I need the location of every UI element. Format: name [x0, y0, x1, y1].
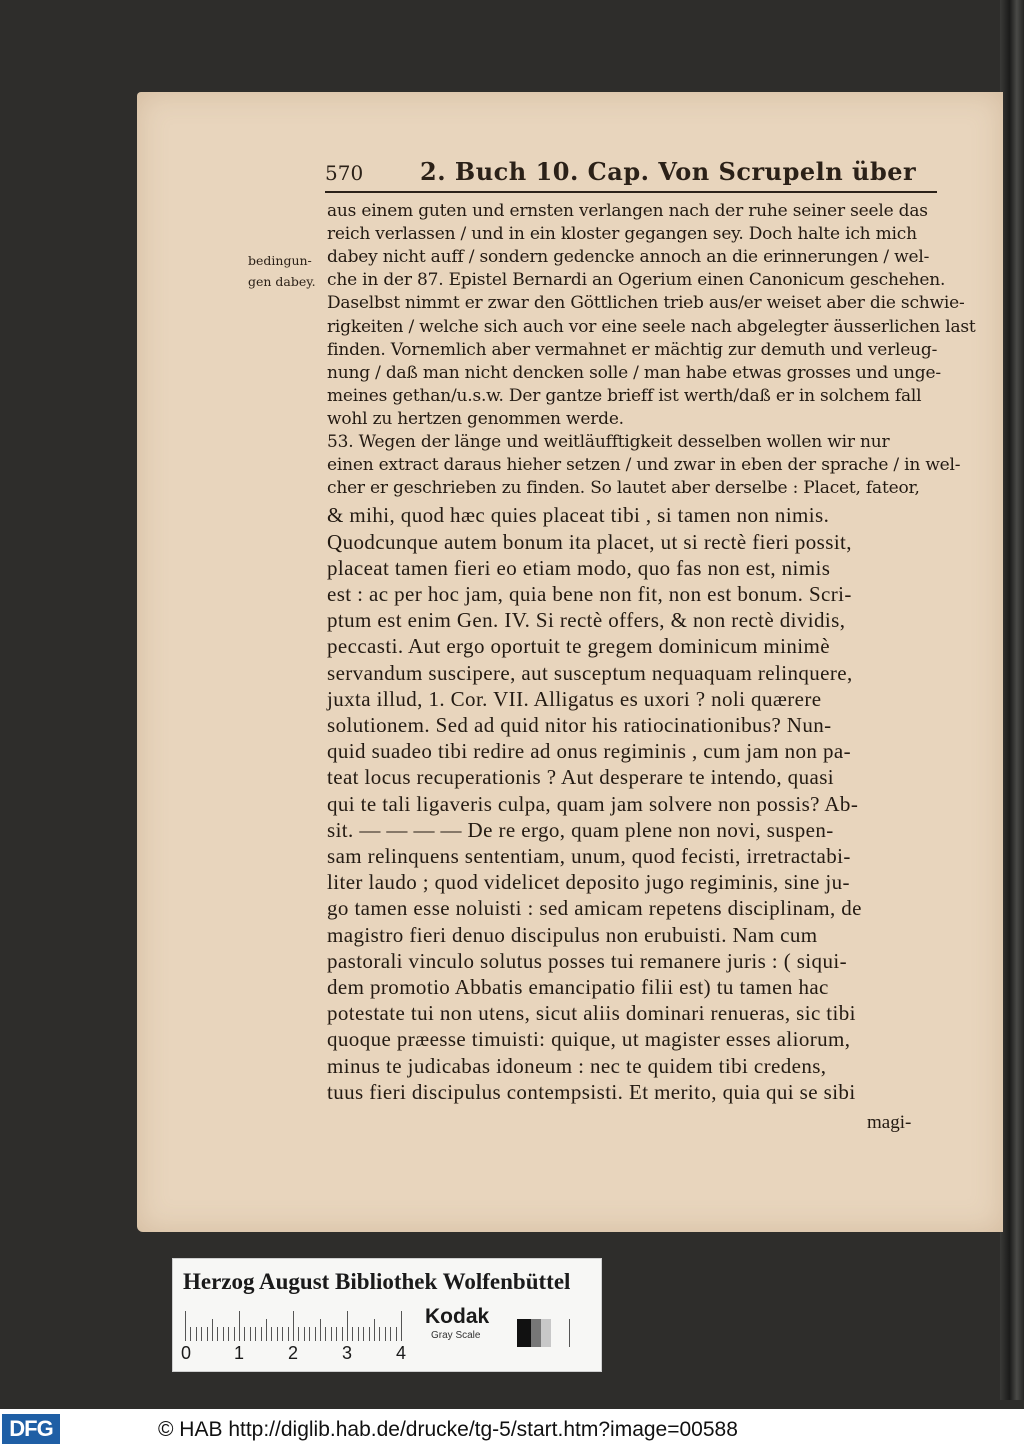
text-line: go tamen esse noluisti : sed amicam repetens disciplinam, de: [327, 896, 862, 921]
ruler-tick: [223, 1327, 224, 1341]
text-line: cher er geschrieben zu finden. So lautet aber derselbe : Placet, fateor,: [327, 478, 920, 499]
copyright-url[interactable]: © HAB http://diglib.hab.de/drucke/tg-5/start.htm?image=00588: [158, 1418, 738, 1441]
ruler-tick: [261, 1327, 262, 1341]
library-label: [172, 1258, 602, 1372]
ruler-tick: [369, 1327, 370, 1341]
ruler-tick: [271, 1327, 272, 1341]
catchword: magi-: [867, 1112, 912, 1133]
text-line: liter laudo ; quod videlicet deposito jugo regiminis, sine ju-: [327, 870, 850, 895]
ruler-tick: [304, 1327, 305, 1341]
text-line: servandum suscipere, aut susceptum nequaquam relinquere,: [327, 660, 853, 685]
text-line: rigkeiten / welche sich auch vor eine seele nach abgelegter äusserlichen last: [327, 316, 976, 337]
ruler-tick: [212, 1319, 213, 1341]
ruler-tick: [347, 1311, 348, 1341]
ruler-tick: [288, 1327, 289, 1341]
margin-note: gen dabey.: [248, 274, 316, 289]
text-line: & mihi, quod hæc quies placeat tibi , si tamen non nimis.: [327, 503, 830, 528]
ruler-tick: [396, 1327, 397, 1341]
text-line: dem promotio Abbatis emancipatio filii est) tu tamen hac: [327, 974, 829, 999]
gray-swatch: [569, 1319, 570, 1347]
ruler-number: 1: [234, 1343, 245, 1363]
text-line: sam relinquens sententiam, unum, quod fecisti, irretractabi-: [327, 843, 851, 868]
ruler-tick: [207, 1327, 208, 1341]
text-line: sit. — — — — De re ergo, quam plene non novi, suspen-: [327, 817, 834, 842]
header-rule: [325, 191, 937, 193]
running-head: [325, 155, 937, 191]
scanner-edge: [1000, 0, 1024, 1400]
text-line: magistro fieri denuo discipulus non erubuisti. Nam cum: [327, 922, 818, 947]
ruler-tick: [234, 1327, 235, 1341]
text-line: ptum est enim Gen. IV. Si rectè offers, & non rectè dividis,: [327, 608, 846, 633]
text-line: Quodcunque autem bonum ita placet, ut si rectè fieri possit,: [327, 529, 852, 554]
ruler-tick: [282, 1327, 283, 1341]
ruler-tick: [255, 1327, 256, 1341]
text-line: est : ac per hoc jam, quia bene non fit, non est bonum. Scri-: [327, 581, 852, 606]
text-line: juxta illud, 1. Cor. VII. Alligatus es uxori ? noli quærere: [327, 686, 822, 711]
ruler-tick: [266, 1319, 267, 1341]
ruler-tick: [315, 1327, 316, 1341]
ruler-tick: [374, 1319, 375, 1341]
ruler-tick: [239, 1311, 240, 1341]
ruler-number: 3: [342, 1343, 353, 1363]
ruler-tick: [320, 1319, 321, 1341]
text-line: reich verlassen / und in ein kloster gegangen sey. Doch halte ich mich: [327, 224, 917, 245]
ruler-tick: [352, 1327, 353, 1341]
running-title: 2. Buch 10. Cap. Von Scrupeln über: [420, 157, 917, 186]
text-line: placeat tamen fieri eo etiam modo, quo fas non est, nimis: [327, 555, 831, 580]
ruler-tick: [358, 1327, 359, 1341]
text-line: potestate tui non utens, sicut aliis dominari renueras, sic tibi: [327, 1001, 856, 1026]
ruler-tick: [309, 1327, 310, 1341]
ruler-tick: [401, 1311, 402, 1341]
ruler-tick: [217, 1327, 218, 1341]
margin-note: bedingun-: [248, 253, 312, 268]
text-line: dabey nicht auff / sondern gedencke annoch an die erinnerungen / wel-: [327, 247, 930, 268]
page-number: 570: [325, 161, 364, 185]
ruler-tick: [244, 1327, 245, 1341]
ruler-tick: [190, 1327, 191, 1341]
text-line: Daselbst nimmt er zwar den Göttlichen trieb aus/er weiset aber die schwie-: [327, 293, 965, 314]
ruler-tick: [185, 1311, 186, 1341]
ruler-tick: [363, 1327, 364, 1341]
dfg-logo: DFG: [2, 1414, 60, 1444]
ruler-tick: [331, 1327, 332, 1341]
gray-swatch: [541, 1319, 551, 1347]
text-line: 53. Wegen der länge und weitläufftigkeit desselben wollen wir nur: [327, 432, 890, 452]
text-line: wohl zu hertzen genommen werde.: [327, 408, 624, 429]
ruler-number: 4: [396, 1343, 407, 1363]
ruler-tick: [228, 1327, 229, 1341]
ruler-tick: [298, 1327, 299, 1341]
text-line: minus te judicabas idoneum : nec te quidem tibi credens,: [327, 1053, 827, 1078]
text-line: che in der 87. Epistel Bernardi an Ogerium einen Canonicum geschehen.: [327, 270, 946, 291]
gray-scale-caption: Gray Scale: [431, 1330, 481, 1341]
ruler-tick: [277, 1327, 278, 1341]
ruler-tick: [325, 1327, 326, 1341]
text-line: aus einem guten und ernsten verlangen nach der ruhe seiner seele das: [327, 201, 928, 221]
gray-swatch: [531, 1319, 541, 1347]
text-line: einen extract daraus hieher setzen / und zwar in eben der sprache / in wel-: [327, 455, 961, 476]
ruler-tick: [201, 1327, 202, 1341]
text-line: nung / daß man nicht dencken solle / man habe etwas grosses und unge-: [327, 362, 941, 383]
ruler-tick: [379, 1327, 380, 1341]
text-line: teat locus recuperationis ? Aut desperare te intendo, quasi: [327, 765, 835, 790]
library-name: Herzog August Bibliothek Wolfenbüttel: [183, 1269, 571, 1294]
text-line: quoque præesse timuisti: quique, ut magister esses aliorum,: [327, 1027, 851, 1052]
text-line: finden. Vornemlich aber vermahnet er mächtig zur demuth und verleug-: [327, 339, 938, 360]
text-line: quid suadeo tibi redire ad onus regiminis , cum jam non pa-: [327, 739, 851, 764]
text-line: tuus fieri discipulus contempsisti. Et merito, quia qui se sibi: [327, 1079, 856, 1104]
text-line: qui te tali ligaveris culpa, quam jam solvere non possis? Ab-: [327, 791, 859, 816]
ruler-tick: [196, 1327, 197, 1341]
measurement-ruler: [185, 1307, 407, 1341]
ruler-tick: [390, 1327, 391, 1341]
ruler-numbers: [181, 1343, 421, 1365]
ruler-tick: [293, 1311, 294, 1341]
ruler-tick: [336, 1327, 337, 1341]
ruler-number: 0: [181, 1343, 192, 1363]
gray-swatch: [517, 1319, 531, 1347]
text-line: solutionem. Sed ad quid nitor his ratiocinationibus? Nun-: [327, 712, 832, 737]
ruler-tick: [385, 1327, 386, 1341]
kodak-logo: Kodak: [425, 1305, 490, 1328]
text-line: meines gethan/u.s.w. Der gantze brieff ist werth/daß er in solchem fall: [327, 385, 922, 406]
ruler-tick: [250, 1327, 251, 1341]
ruler-tick: [342, 1327, 343, 1341]
text-line: pastorali vinculo solutus posses tui remanere juris : ( siqui-: [327, 948, 847, 973]
text-line: peccasti. Aut ergo oportuit te gregem dominicum minimè: [327, 634, 830, 659]
ruler-number: 2: [288, 1343, 299, 1363]
